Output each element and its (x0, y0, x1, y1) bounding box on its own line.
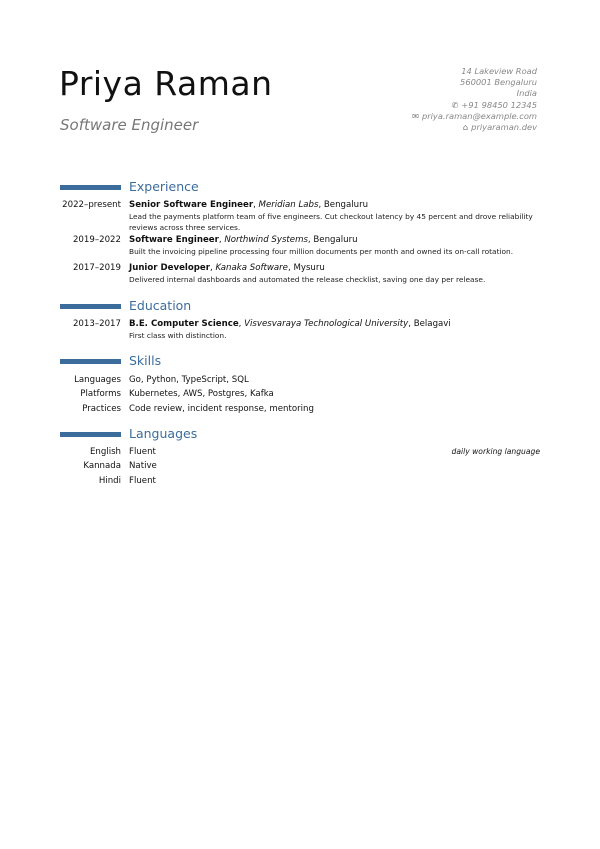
entry-school: Visvesvaraya Technological University (244, 319, 409, 329)
phone-number: +91 98450 12345 (461, 99, 537, 110)
homepage-link[interactable]: priyaraman.dev (471, 122, 537, 133)
section-title: Languages (129, 426, 198, 441)
entry-description: Delivered internal dashboards and automated the release checklist, saving one day per release. (129, 275, 486, 284)
entry-description: Built the invoicing pipeline processing four million documents per month and owned its on-call rotation. (129, 247, 514, 256)
language-name: Hindi (98, 476, 121, 486)
entry-city: Mysuru (293, 263, 325, 273)
entry-city: Bengaluru (313, 235, 358, 245)
skill-label: Practices (82, 404, 121, 414)
envelope-icon: ✉ (412, 110, 419, 121)
skill-value: Kubernetes, AWS, Postgres, Kafka (129, 389, 274, 399)
entry-organization: Kanaka Software (215, 263, 288, 273)
language-level: Native (129, 461, 157, 471)
entry-organization: Northwind Systems (224, 235, 308, 245)
entry-city: Belagavi (413, 319, 451, 329)
entry-date: 2013–2017 (72, 319, 121, 329)
skill-value: Go, Python, TypeScript, SQL (129, 375, 249, 385)
section-title: Experience (129, 179, 199, 194)
entry-date: 2019–2022 (72, 235, 121, 245)
language-name: English (89, 447, 121, 457)
skill-label: Languages (74, 375, 121, 385)
skill-value: Code review, incident response, mentoring (129, 404, 314, 414)
address-line-2: 560001 Bengaluru (460, 77, 537, 88)
address-line-3: India (516, 88, 537, 99)
entry-body: Junior Developer, Kanaka Software, Mysuru Delivered internal dashboards and automated the release checklist, saving one day per release. (129, 263, 543, 286)
language-level: Fluent (129, 447, 156, 457)
homepage-line[interactable] (412, 122, 537, 133)
entry-body: B.E. Computer Science, Visvesvaraya Technological University, Belagavi First class with distinction. (129, 319, 543, 342)
phone-icon: ✆ (451, 99, 459, 110)
home-icon: ⌂ (462, 122, 469, 133)
contact-block (412, 66, 537, 133)
entry-city: Bengaluru (323, 200, 369, 210)
language-level: Fluent (129, 476, 156, 486)
phone-line (412, 100, 537, 111)
entry-body: Senior Software Engineer, Meridian Labs, Bengaluru Lead the payments platform team of five engineers. Cut checkout latency by 45 percent and drove reliability reviews across three services. (129, 200, 543, 233)
section-title: Education (129, 298, 192, 313)
skill-label: Platforms (80, 389, 121, 399)
entry-role: Software Engineer (129, 235, 219, 245)
entry-date: 2017–2019 (72, 263, 121, 273)
entry-description: First class with distinction. (129, 331, 227, 340)
section-title: Skills (129, 353, 162, 368)
section-accent-bar (60, 359, 121, 364)
language-name: Kannada (83, 461, 121, 471)
entry-role: Senior Software Engineer (129, 200, 254, 210)
section-accent-bar (60, 304, 121, 309)
entry-organization: Meridian Labs (258, 200, 319, 210)
email-line[interactable] (412, 111, 537, 122)
entry-body: Software Engineer, Northwind Systems, Bengaluru Built the invoicing pipeline processing four million documents per month and owned its on-call rotation. (129, 235, 543, 258)
section-accent-bar (60, 432, 121, 437)
language-note: daily working language (451, 447, 540, 456)
email-address[interactable]: priya.raman@example.com (421, 110, 537, 121)
address-line-1: 14 Lakeview Road (461, 66, 537, 76)
entry-description: Lead the payments platform team of five engineers. Cut checkout latency by 45 percent and drove reliability reviews across three services. (129, 212, 533, 232)
candidate-name: Priya Raman (59, 64, 273, 103)
section-accent-bar (60, 185, 121, 190)
entry-role: Junior Developer (129, 263, 210, 273)
entry-date: 2022–present (62, 200, 121, 210)
entry-degree: B.E. Computer Science (129, 319, 239, 329)
candidate-title: Software Engineer (60, 116, 199, 134)
